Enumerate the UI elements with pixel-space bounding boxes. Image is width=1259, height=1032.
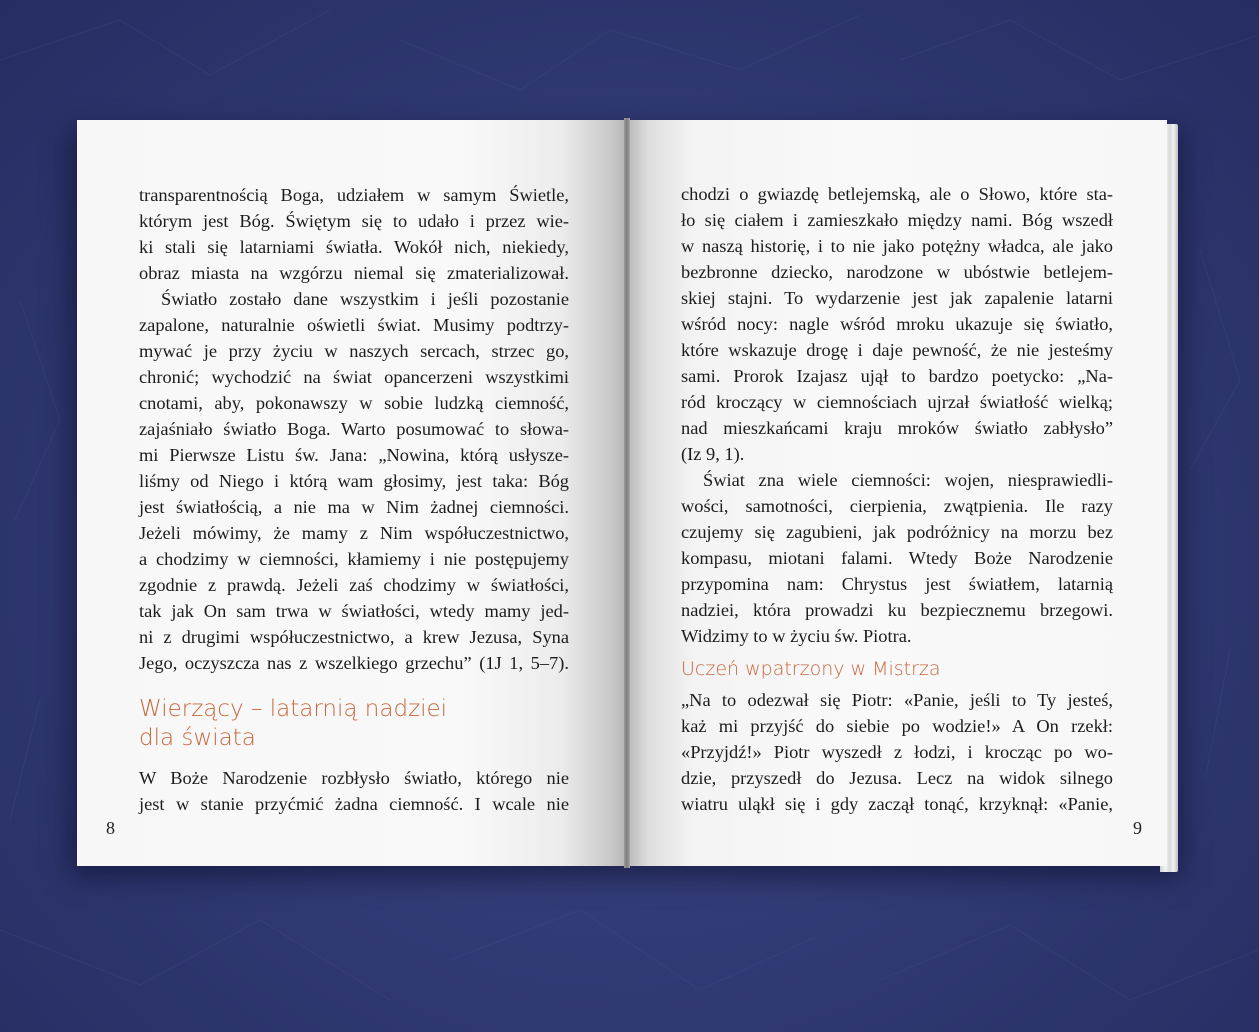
right-page	[627, 120, 1167, 866]
book-spine	[624, 118, 630, 868]
section-heading: Uczeń wpatrzony w Mistrza	[681, 658, 941, 680]
text-line: w naszą historię, i to nie jako potężny władca, ale jako	[681, 236, 1113, 256]
text-line: obraz miasta na wzgórzu niemal się zmaterializował.	[139, 263, 569, 283]
text-line: W Boże Narodzenie rozbłysło światło, którego nie	[139, 768, 569, 788]
text-line: a chodzimy w ciemności, kłamiemy i nie postępujemy	[139, 549, 569, 569]
right-paragraph-3	[681, 687, 1113, 817]
section-heading	[139, 695, 447, 753]
right-paragraph-2	[681, 467, 1113, 649]
text-line: ród kroczący w ciemnościach ujrzał światłość wielką;	[681, 392, 1113, 412]
text-line: wości, samotności, cierpienia, zwątpienia. Ile razy	[681, 496, 1113, 516]
text-line: (Iz 9, 1).	[681, 444, 745, 464]
heading-line: Wierzący – latarnią nadziei	[139, 696, 448, 722]
text-line: sami. Prorok Izajasz ujął to bardzo poetycko: „Na-	[681, 366, 1113, 386]
text-line: jest światłością, a nie ma w Nim żadnej ciemności.	[139, 497, 569, 517]
text-line: ki stali się latarniami światła. Wokół nich, niekiedy,	[139, 237, 569, 257]
text-line: zgodnie z prawdą. Jeżeli zaś chodzimy w światłości,	[139, 575, 569, 595]
text-line: bezbronne dziecko, narodzone w ubóstwie betlejem-	[681, 262, 1113, 282]
page-number: 9	[1133, 818, 1142, 838]
left-paragraph-3	[139, 765, 569, 817]
left-page	[77, 120, 627, 866]
text-line: Widzimy to w życiu św. Piotra.	[681, 626, 912, 646]
text-line: mywać je przy życiu w naszych sercach, strzec go,	[139, 341, 569, 361]
text-line: zapalone, naturalnie oświetli świat. Musimy podtrzy-	[139, 315, 569, 335]
text-line: jest w stanie przyćmić żadna ciemność. I wcale nie	[139, 794, 569, 814]
left-paragraph-1	[139, 182, 569, 286]
text-line: ni z drugimi współuczestnictwo, a krew Jezusa, Syna	[139, 627, 569, 647]
text-line: Jeżeli mówimy, że mamy z Nim współuczestnictwo,	[139, 523, 569, 543]
text-line: „Na to odezwał się Piotr: «Panie, jeśli to Ty jesteś,	[681, 690, 1113, 710]
text-line: liśmy od Niego i którą wam głosimy, jest taka: Bóg	[139, 471, 569, 491]
text-line: każ mi przyjść do siebie po wodzie!» A On rzekł:	[681, 716, 1113, 736]
text-line: chronić; wychodzić na świat opancerzeni wszystkimi	[139, 367, 569, 387]
text-line: ło się ciałem i zamieszkało między nami. Bóg wszedł	[681, 210, 1113, 230]
text-line: wiatru uląkł się i gdy zaczął tonąć, krzyknął: «Panie,	[681, 794, 1113, 814]
text-line: Światło zostało dane wszystkim i jeśli pozostanie	[161, 289, 569, 309]
text-line: tak jak On sam trwa w światłości, wtedy mamy jed-	[139, 601, 569, 621]
text-line: Jego, oczyszcza nas z wszelkiego grzechu” (1J 1, 5–7).	[139, 653, 569, 673]
right-paragraph-1	[681, 181, 1113, 467]
text-line: skiej stajni. To wydarzenie jest jak zapalenie latarni	[681, 288, 1113, 308]
text-line: chodzi o gwiazdę betlejemską, ale o Słowo, które sta-	[681, 184, 1113, 204]
text-line: kompasu, miotani falami. Wtedy Boże Narodzenie	[681, 548, 1113, 568]
page-number: 8	[106, 818, 115, 838]
text-line: cnotami, aby, pokonawszy w sobie ludzką ciemność,	[139, 393, 569, 413]
text-line: nadziei, która prowadzi ku bezpiecznemu brzegowi.	[681, 600, 1113, 620]
text-line: którym jest Bóg. Świętym się to udało i przez wie-	[139, 211, 569, 231]
text-line: «Przyjdź!» Piotr wyszedł z łodzi, i krocząc po wo-	[681, 742, 1113, 762]
text-line: które wskazuje drogę i daje pewność, że nie jesteśmy	[681, 340, 1113, 360]
text-line: zajaśniało światło Boga. Warto posumować to słowa-	[139, 419, 569, 439]
text-line: wśród nocy: nagle wśród mroku ukazuje się światło,	[681, 314, 1113, 334]
text-line: nad mieszkańcami kraju mroków światło zabłysło”	[681, 418, 1113, 438]
text-line: Świat zna wiele ciemności: wojen, niesprawiedli-	[703, 470, 1113, 490]
text-line: czujemy się zagubieni, jak podróżnicy na morzu bez	[681, 522, 1113, 542]
heading-line: dla świata	[139, 725, 256, 751]
text-line: dzie, przyszedł do Jezusa. Lecz na widok silnego	[681, 768, 1113, 788]
text-line: transparentnością Boga, udziałem w samym Świetle,	[139, 185, 569, 205]
text-line: przypomina nam: Chrystus jest światłem, latarnią	[681, 574, 1113, 594]
text-line: mi Pierwsze Listu św. Jana: „Nowina, którą usłysze-	[139, 445, 569, 465]
left-paragraph-2	[139, 286, 569, 676]
